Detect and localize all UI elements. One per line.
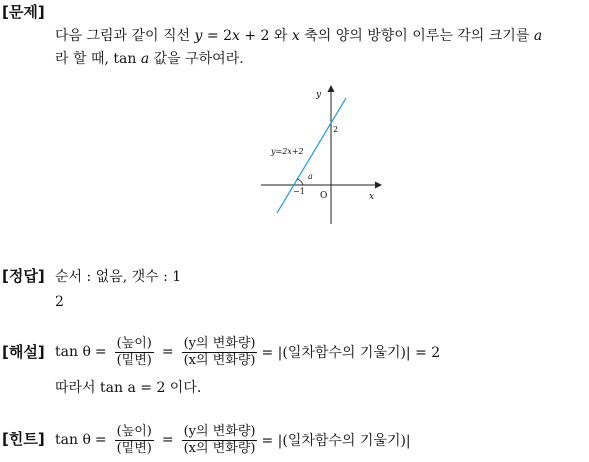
fraction-numerator: (y의 변화량)	[183, 423, 256, 439]
fraction-change-ratio	[182, 336, 258, 369]
answer-value: 2	[55, 294, 64, 310]
x-axis-label: x	[369, 192, 375, 202]
equals-sign: =	[94, 344, 107, 360]
hint-result: = |(일차함수의 기울기)|	[261, 433, 411, 449]
solution-equation	[55, 333, 440, 371]
fraction-denominator: (x의 변화량)	[183, 440, 256, 456]
angle-arc	[297, 179, 303, 185]
fraction-height-over-base	[115, 336, 154, 369]
equation-mid: = 2	[202, 28, 232, 44]
line-graph	[255, 84, 385, 229]
answer-label: [정답]	[2, 267, 45, 285]
axis-variable: x	[291, 28, 300, 44]
hint-lhs: tan θ	[55, 432, 91, 448]
fraction-numerator: (y의 변화량)	[183, 335, 256, 351]
equation-rest: + 2	[239, 28, 270, 44]
fraction-denominator: (밑변)	[116, 440, 152, 456]
fraction-change-ratio	[182, 424, 258, 457]
solution-label: [해설]	[2, 343, 45, 361]
problem-text: 축의 양의 방향이 이루는 각의 크기를	[299, 28, 534, 44]
problem-line-2	[55, 50, 244, 68]
problem-text: 라 할 때, tan	[55, 51, 141, 67]
problem-text: 값을 구하여라.	[149, 51, 244, 67]
problem-text: 다음 그림과 같이 직선	[55, 28, 195, 44]
problem-label: [문제]	[2, 3, 45, 21]
answer-line-1: 순서 : 없음, 갯수 : 1	[55, 269, 182, 285]
fraction-numerator: (높이)	[116, 335, 152, 351]
equals-sign: =	[161, 344, 174, 360]
equals-sign: =	[161, 432, 174, 448]
solution-lhs: tan θ	[55, 344, 91, 360]
origin-label: O	[320, 191, 328, 201]
solution-conclusion: 따라서 tan a = 2 이다.	[55, 380, 202, 396]
fraction-numerator: (높이)	[116, 423, 152, 439]
hint-equation	[55, 421, 411, 459]
problem-line-1	[55, 27, 542, 45]
angle-variable: a	[533, 28, 543, 44]
solution-result: = |(일차함수의 기울기)| = 2	[261, 345, 441, 361]
problem-text: 와	[269, 28, 292, 44]
line-equation-label: y=2x+2	[271, 147, 304, 156]
x-intercept-label: −1	[293, 187, 305, 196]
angle-label: a	[308, 172, 313, 181]
fraction-height-over-base	[115, 424, 154, 457]
equals-sign: =	[94, 432, 107, 448]
y-intercept-label: 2	[333, 125, 339, 134]
fraction-denominator: (밑변)	[116, 352, 152, 368]
fraction-denominator: (x의 변화량)	[183, 352, 256, 368]
angle-variable: a	[140, 51, 150, 67]
y-axis-label: y	[316, 90, 322, 100]
hint-label: [힌트]	[2, 430, 45, 448]
equation-x: x	[232, 28, 240, 44]
equation-y: y	[194, 28, 203, 44]
